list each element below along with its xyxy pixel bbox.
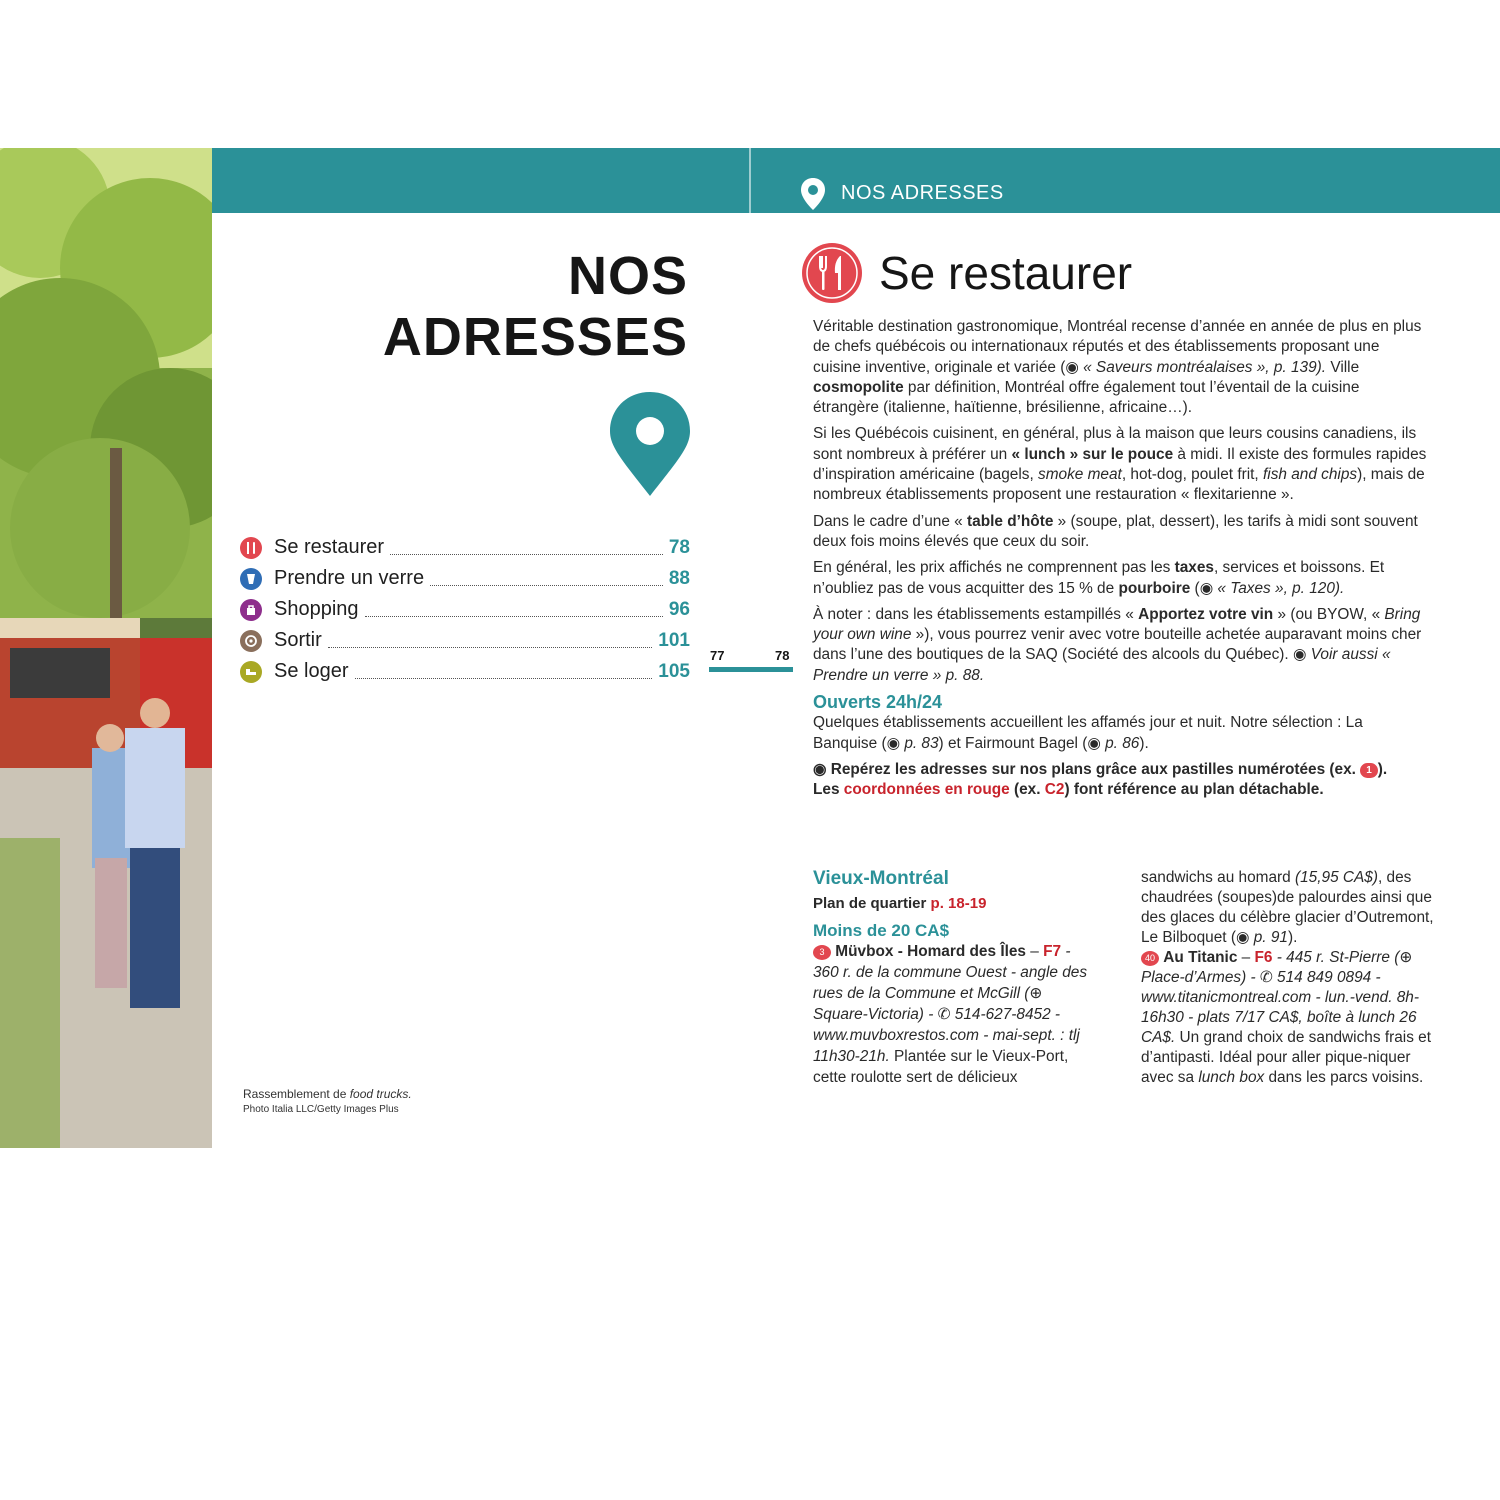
text: ). [1287,929,1298,946]
toc-page: 88 [668,567,690,589]
toc-item-shopping[interactable] [240,594,690,625]
listing-name: Au Titanic [1163,949,1238,966]
glass-icon [240,568,262,590]
listing-entry [813,941,1093,1088]
phone-icon: ✆ [1259,969,1278,986]
caption-text: Rassemblement de [243,1087,350,1101]
number-badge: 40 [1141,951,1159,966]
header-divider [749,148,751,213]
phone-icon: ✆ [937,1006,955,1023]
district-plan [813,893,1093,914]
text: ( [1190,579,1200,597]
cross-reference-link[interactable]: Voir aussi « Prendre un verre » p. 88. [813,646,1391,684]
text: » (soupe, plat, dessert), les tarifs à midi sont souvent deux fois moins élevés que ceux du soir. [813,512,1418,550]
listing-metro: Place-d’Armes) - [1141,969,1260,986]
bag-icon [240,599,262,621]
text: ), mais de nombreux établissements proposent une restauration « flexitarienne ». [813,466,1425,504]
italic-text: (15,95 CA$) [1295,869,1378,886]
cross-reference-link[interactable]: p. 91 [1253,929,1288,946]
bold-text: taxes [1174,559,1214,577]
chapter-title [240,246,688,368]
photo-caption [243,1086,412,1118]
subheading-24h: Ouverts 24h/24 [813,692,943,713]
text: Les [813,781,844,799]
listing-description: Un grand choix de sandwichs frais et d’antipasti. Idéal pour aller pique-niquer avec sa [1141,1029,1432,1086]
toc-label: Se loger [274,660,349,682]
map-pin-icon [800,177,826,211]
toc-item-se-loger[interactable] [240,656,690,687]
toc-leader-dots [390,540,663,555]
cross-reference-link[interactable]: p. 83 [904,734,939,752]
toc-leader-dots [430,571,663,586]
text: ) et Fairmount Bagel ( [938,734,1088,752]
text: Quelques établissements accueillent les affamés jour et nuit. Notre sélection : La Banquise ( [813,714,1363,752]
text: »), vous pourrez venir avec votre bouteille achetée auparavant moins cher dans l’une des boutiques de la SAQ (Société des alcools du Québec). [813,626,1422,664]
map-note [813,760,1428,801]
eye-ref-icon: ◉ [1087,734,1106,752]
header-section-title: NOS ADRESSES [841,182,1004,204]
eye-ref-icon: ◉ [1199,579,1218,597]
eye-ref-icon: ◉ [1235,929,1254,946]
listing-metro: Square-Victoria) - [813,1006,938,1023]
listing-column-1 [813,868,1093,1088]
caption-emphasis: food trucks. [349,1087,412,1101]
text: sandwichs au homard [1141,869,1295,886]
toc-leader-dots [328,633,653,648]
paragraph [813,317,1428,418]
text: , hot-dog, poulet frit, [1121,466,1263,484]
paragraph [813,558,1428,599]
toc-page: 101 [658,629,690,651]
bold-text: « lunch » sur le pouce [1011,445,1174,463]
paragraph [813,713,1428,754]
paragraph [813,424,1428,505]
text: ). [1377,760,1388,778]
listing-details: - 360 r. de la commune Ouest - angle des rues de la Commune et McGill ( [813,943,1088,1002]
photo-credit: Photo Italia LLC/Getty Images Plus [243,1104,399,1115]
text: En général, les prix affichés ne comprennent pas les [813,559,1175,577]
page-marker-bar [709,667,793,672]
section-title: Se restaurer [879,247,1133,299]
toc-page: 78 [668,536,690,558]
text: ) font référence au plan détachable. [1064,781,1324,799]
text: » (ou BYOW, « [1273,605,1385,623]
toc-label: Prendre un verre [274,567,425,589]
table-of-contents [240,532,690,687]
page-number-left: 77 [710,648,725,663]
cross-reference-link[interactable]: « Taxes », p. 120). [1217,579,1345,597]
bold-text: cosmopolite [813,378,904,396]
italic-text: smoke meat [1038,466,1122,484]
metro-icon: ⊕ [1029,985,1043,1002]
text: Repérez les adresses sur nos plans grâce aux pastilles numérotées (ex. [830,760,1361,778]
text: (ex. [1009,781,1045,799]
page-number-right: 78 [775,648,790,663]
listing-contact: 514-627-8452 - www.muvboxrestos.com - mai-sept. : tlj 11h30-21h. [813,1006,1080,1065]
red-text: coordonnées en rouge [843,781,1010,799]
toc-item-prendre-un-verre[interactable] [240,563,690,594]
number-badge: 3 [813,945,831,960]
eye-ref-icon: ◉ [886,734,905,752]
plan-pages-link[interactable]: p. 18-19 [930,895,987,912]
listing-entry [1141,948,1441,1088]
restaurant-fork-knife-icon [801,242,863,304]
district-title: Vieux-Montréal [813,868,949,889]
listing-contact: 514 849 0894 - www.titanicmontreal.com - lun.-vend. 8h-16h30 - plats 7/17 CA$, boîte à lunch 26 CA$. [1141,969,1419,1046]
number-badge: 1 [1360,763,1378,778]
listing-details: - 445 r. St-Pierre ( [1272,949,1400,966]
price-heading: Moins de 20 CA$ [813,921,950,940]
food-trucks-photo [0,148,212,1148]
text: Véritable destination gastronomique, Montréal recense d’année en année de plus en plus de chefs québécois ou internationaux réputés et des établissements proposant une cuisine inventive, originale et variée ( [813,318,1422,376]
bold-text: Apportez votre vin [1138,605,1274,623]
italic-text: lunch box [1198,1069,1265,1086]
text: Si les Québécois cuisinent, en général, plus à la maison que leurs cousins canadiens, ils sont nombreux à préférer un [813,425,1417,463]
paragraph [813,605,1428,686]
chapter-title-line2: ADRESSES [382,307,688,367]
text: À noter : dans les établissements estampillés « [813,605,1139,623]
paragraph [813,512,1428,553]
toc-page: 96 [668,598,690,620]
map-code: F7 [1043,943,1062,960]
toc-leader-dots [355,664,653,679]
bold-text: table d’hôte [967,512,1054,530]
italic-text: Bring your own wine [813,605,1421,644]
text: , des chaudrées (soupes)de palourdes ainsi que des glaces du célèbre glacier d’Outremont, Le Bilboquet ( [1141,869,1434,946]
text: Dans le cadre d’une « [813,512,968,530]
toc-label: Sortir [274,629,322,651]
red-text: C2 [1044,781,1065,799]
text: – [1237,949,1255,966]
listing-name: Müvbox - Homard des Îles [835,943,1026,960]
listing-continued [1141,868,1441,948]
toc-leader-dots [365,602,663,617]
toc-page: 105 [658,660,690,682]
eye-ref-icon: ◉ [1292,646,1311,664]
text: par définition, Montréal offre également tout l’éventail de la cuisine étrangère (italienne, haïtienne, brésilienne, africaine…). [813,378,1360,417]
bed-icon [240,661,262,683]
text: – [1026,943,1044,960]
cross-reference-link[interactable]: « Saveurs montréalaises », p. 139). [1083,358,1327,376]
toc-item-sortir[interactable] [240,625,690,656]
text: à midi. Il existe des formules rapides d’inspiration américaine (bagels, [813,445,1427,484]
toc-label: Shopping [274,598,359,620]
listing-description: dans les parcs voisins. [1264,1069,1424,1086]
text: ). [1139,734,1149,752]
metro-icon: ⊕ [1399,949,1413,966]
italic-text: fish and chips [1263,466,1358,484]
bold-text: pourboire [1118,579,1191,597]
text: Plan de quartier [813,895,931,912]
theater-icon [240,630,262,652]
listing-description: Plantée sur le Vieux-Port, cette roulotte sert de délicieux [813,1048,1069,1086]
map-code: F6 [1254,949,1273,966]
eye-ref-icon: ◉ [813,760,831,778]
listing-column-2 [1141,868,1441,1088]
large-map-pin-icon [608,390,692,498]
text: Ville [1326,358,1360,376]
fork-knife-icon [240,537,262,559]
chapter-title-line1: NOS [567,246,688,306]
cross-reference-link[interactable]: p. 86 [1105,734,1140,752]
toc-label: Se restaurer [274,536,385,558]
toc-item-se-restaurer[interactable] [240,532,690,563]
eye-ref-icon: ◉ [1065,358,1084,376]
text: , services et boissons. Et n’oubliez pas de vous acquitter des 15 % de [813,559,1385,597]
article-body [813,317,1428,807]
